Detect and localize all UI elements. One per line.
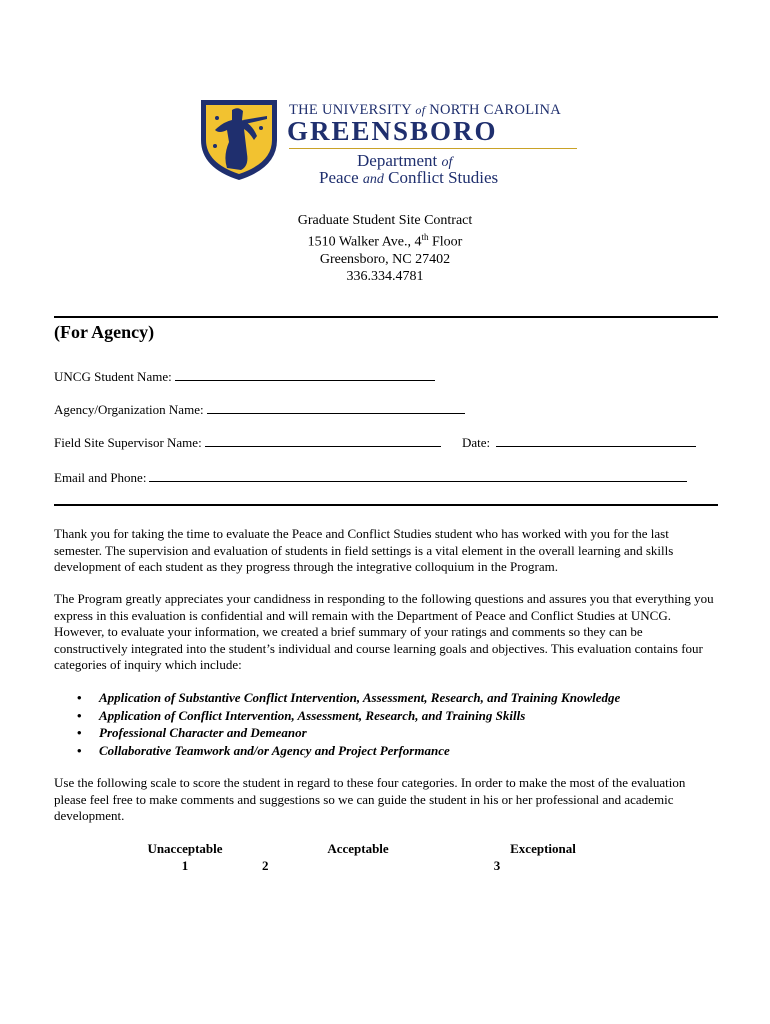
- top-divider: [54, 316, 718, 318]
- intro-paragraph: Thank you for taking the time to evaluate the Peace and Conflict Studies student who has worked with you for the last semester. The supervision and evaluation of students in field settings is a vital element in the overall learning and skills development of each student as they progress through the integrative colloquium in the Program.: [54, 526, 674, 574]
- date-field[interactable]: [462, 435, 696, 451]
- student-name-line[interactable]: [175, 369, 435, 381]
- middle-divider: [54, 504, 718, 506]
- date-line[interactable]: [496, 435, 696, 447]
- bullet-icon: •: [77, 725, 82, 741]
- supervisor-name-field[interactable]: [54, 435, 441, 451]
- section-title: (For Agency): [54, 322, 155, 342]
- email-phone-field[interactable]: [54, 470, 687, 486]
- logo-city: GREENSBORO: [287, 116, 498, 146]
- scale-acceptable: Acceptable 2: [262, 841, 389, 873]
- confidentiality-paragraph: The Program greatly appreciates your candidness in responding to the following questions and assures you that everything you express in this evaluation is confidential and will remain with the Department of Peace and Conflict Studies at UNCG. However, to evaluate your information, we created a brief summary of your ratings and comments so they can be constructively integrated into the student’s individual and course learning goals and objectives. This evaluation contains four categories of inquiry which include:: [54, 591, 714, 672]
- logo-university-line: THE UNIVERSITY of NORTH CAROLINA: [289, 102, 562, 118]
- bullet-icon: •: [77, 690, 82, 705]
- supervisor-name-line[interactable]: [205, 435, 441, 447]
- category-list: [77, 689, 620, 759]
- student-name-label: UNCG Student Name:: [54, 369, 172, 384]
- uncg-logo: [197, 96, 587, 188]
- bullet-icon: •: [77, 707, 82, 723]
- address-line-1: 1510 Walker Ave., 4th Floor: [307, 232, 463, 250]
- contract-header: [0, 212, 770, 285]
- scale-instructions: Use the following scale to score the student in regard to these four categories. In order to make the most of the evaluation please feel free to make comments and suggestions so we can guide the student in his or her professional and academic development.: [54, 775, 686, 823]
- logo-program: Peace and Conflict Studies: [319, 168, 499, 187]
- agency-name-label: Agency/Organization Name:: [54, 402, 204, 417]
- student-name-field[interactable]: [54, 369, 435, 385]
- scale-unacceptable: Unacceptable 1: [147, 841, 223, 873]
- logo-divider: [289, 148, 577, 149]
- date-label: Date:: [462, 435, 491, 450]
- list-item: • Collaborative Teamwork and/or Agency and Project Performance: [77, 742, 450, 758]
- bullet-icon: •: [77, 742, 82, 758]
- email-phone-line[interactable]: [149, 470, 687, 482]
- contract-title: Graduate Student Site Contract: [297, 213, 473, 228]
- shield-icon: [197, 96, 281, 182]
- email-phone-label: Email and Phone:: [54, 470, 147, 485]
- list-item: • Application of Conflict Intervention, Assessment, Research, and Training Skills: [77, 707, 526, 723]
- list-item: • Professional Character and Demeanor: [77, 725, 307, 741]
- address-line-2: Greensboro, NC 27402: [319, 251, 451, 267]
- agency-name-line[interactable]: [207, 402, 465, 414]
- logo-department: Department of: [357, 151, 453, 170]
- phone-number: 336.334.4781: [346, 268, 424, 284]
- list-item: • Application of Substantive Conflict Intervention, Assessment, Research, and Training Knowledge: [77, 690, 621, 705]
- scale-exceptional: Exceptional 3: [493, 841, 576, 873]
- supervisor-name-label: Field Site Supervisor Name:: [54, 435, 202, 450]
- agency-name-field[interactable]: [54, 402, 465, 418]
